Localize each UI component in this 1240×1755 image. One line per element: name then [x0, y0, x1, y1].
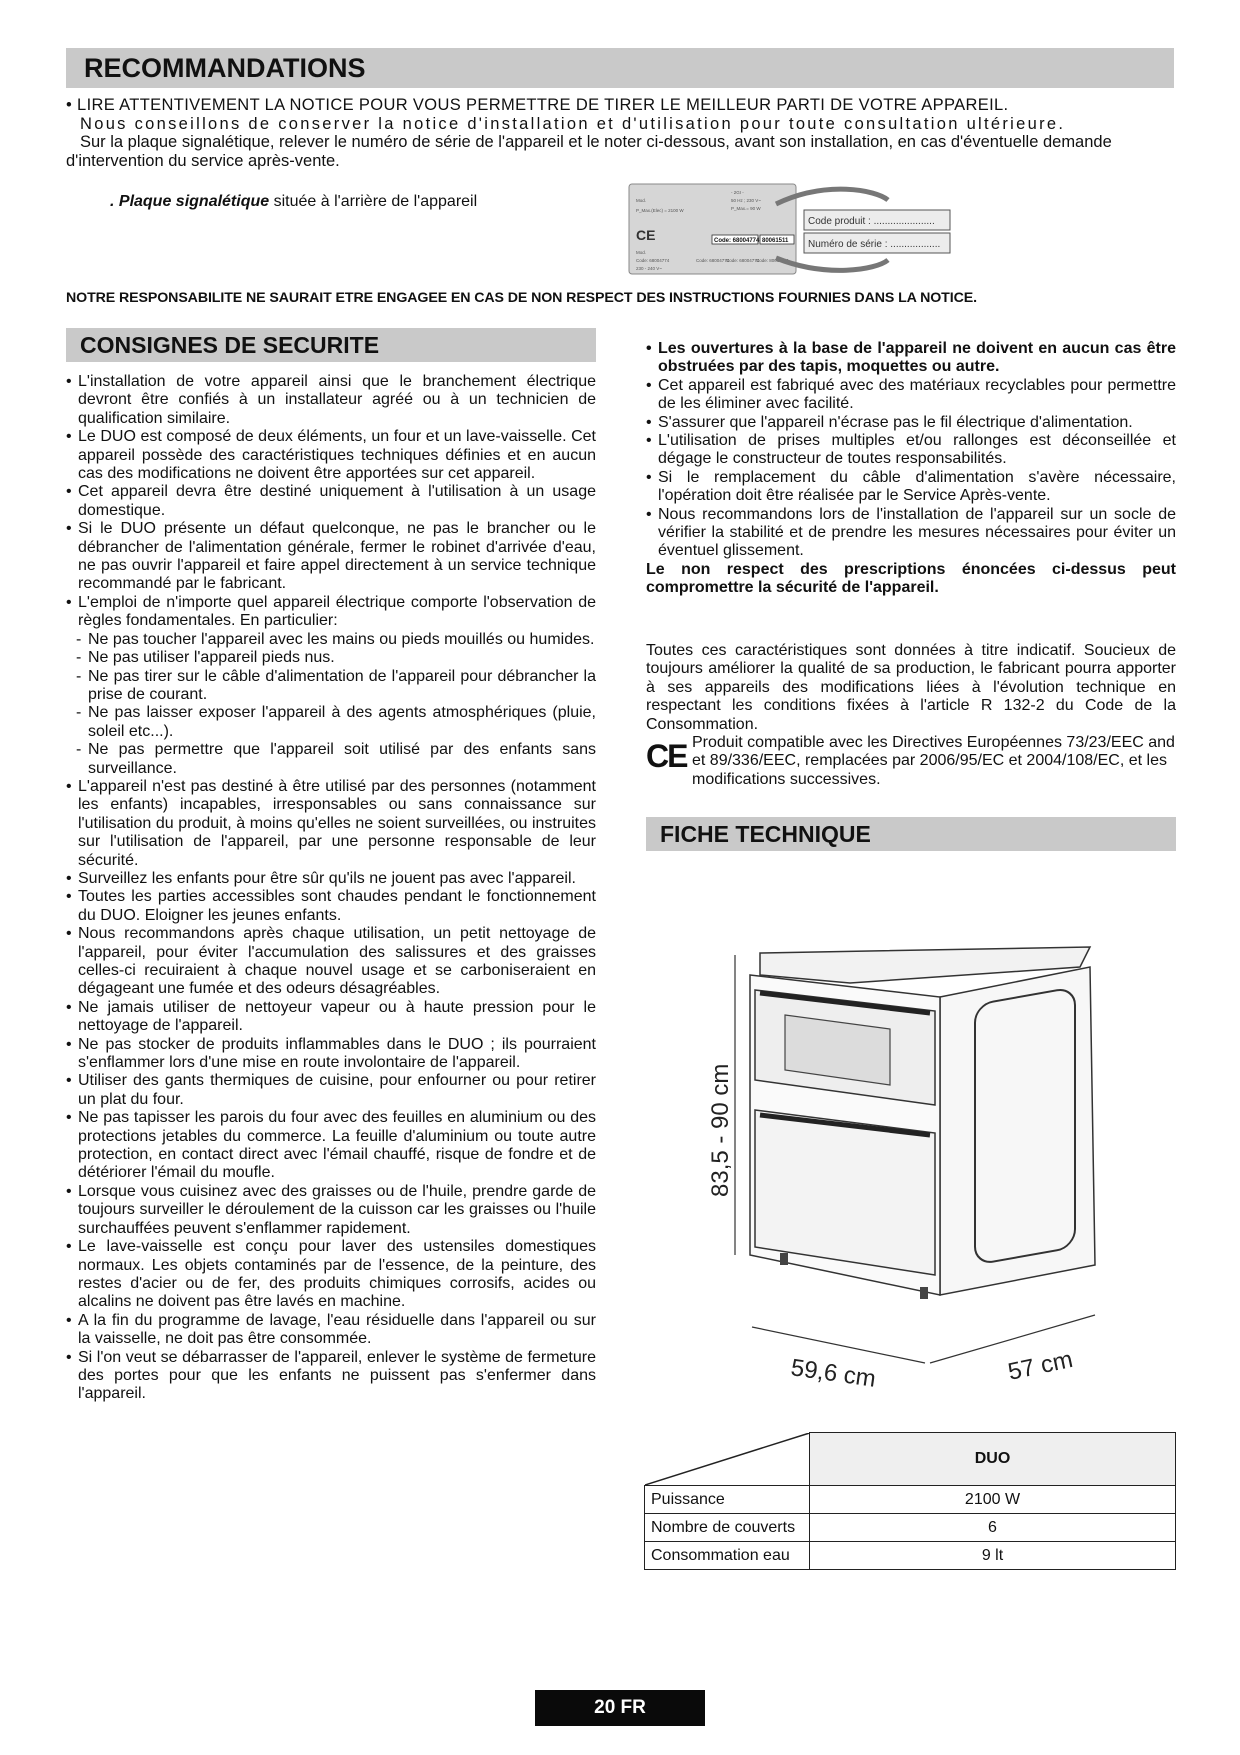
safety-list-left	[66, 373, 596, 1404]
serial-number-label: Numéro de série : ..................	[808, 239, 941, 250]
svg-text:Code: 68004774: Code: 68004774	[726, 258, 760, 263]
code-box-text: Code: 68004774	[714, 238, 760, 244]
list-item: • Cet appareil devra être destiné uniquement à l'utilisation à un usage domestique.	[66, 483, 596, 520]
list-item: • L'utilisation de prises multiples et/ou rallonges est déconseillée et dégage le constructeur de toutes responsabilités.	[646, 432, 1176, 469]
ce-mark-icon: CE	[646, 738, 687, 775]
safety-right-column	[646, 340, 1176, 598]
list-item: • Nous recommandons lors de l'installation de l'appareil sur un socle de vérifier la stabilité et de prendre les mesures nécessaires pour éviter un éventuel glissement.	[646, 506, 1176, 561]
specs-notice	[646, 642, 1176, 789]
code-produit-label: Code produit : ......................	[808, 216, 935, 227]
list-item: • Surveillez les enfants pour être sûr qu'ils ne jouent pas avec l'appareil.	[66, 870, 596, 888]
table-row	[645, 1542, 1176, 1570]
table-row-label: Nombre de couverts	[645, 1514, 810, 1542]
table-corner-cell	[645, 1433, 810, 1486]
sub-list-item: - Ne pas tirer sur le câble d'alimentation de l'appareil pour débrancher la prise de courant.	[66, 668, 596, 705]
width-dimension-label: 59,6 cm	[789, 1354, 878, 1393]
sub-list-item: - Ne pas utiliser l'appareil pieds nus.	[66, 649, 596, 667]
intro-text	[66, 96, 1174, 170]
list-item: • Le lave-vaisselle est conçu pour laver des ustensiles domestiques normaux. Les objets contaminés par de l'essence, de la peinture, des restes d'acier ou de fer, des produits chimiques corrosifs, acides ou alcalins ne doivent pas être lavés en machine.	[66, 1238, 596, 1312]
page-number: 20 FR	[535, 1690, 705, 1726]
table-row	[645, 1486, 1176, 1514]
safety-warning: Le non respect des prescriptions énoncées ci-dessus peut compromettre la sécurité de l'appareil.	[646, 560, 1176, 597]
list-item: • Si le remplacement du câble d'alimentation s'avère nécessaire, l'opération doit être réalisée par le Service Après-vente.	[646, 469, 1176, 506]
list-item: • Cet appareil est fabriqué avec des matériaux recyclables pour permettre de les éliminer avec facilité.	[646, 377, 1176, 414]
svg-text:230 - 240 V~: 230 - 240 V~	[636, 266, 662, 271]
safety-list-right	[646, 340, 1176, 561]
list-item: • L'emploi de n'importe quel appareil électrique comporte l'observation de règles fondamentales. En particulier:	[66, 594, 596, 631]
table-header-row	[645, 1433, 1176, 1486]
svg-text:Mod.: Mod.	[636, 250, 647, 255]
tech-table	[644, 1432, 1176, 1570]
list-item: • Le DUO est composé de deux éléments, un four et un lave-vaisselle. Cet appareil possède des caractéristiques techniques définies et en aucun cas des modifications ne doivent être apportées sur cet appareil.	[66, 428, 596, 483]
intro-line-2: Nous conseillons de conserver la notice d'installation et d'utilisation pour toute consultation ultérieure.	[80, 114, 1066, 133]
list-item: • Utiliser des gants thermiques de cuisine, pour enfourner ou pour retirer un plat du four.	[66, 1072, 596, 1109]
list-item: • A la fin du programme de lavage, l'eau résiduelle dans l'appareil ou sur la vaisselle, ne doit pas être consommée.	[66, 1312, 596, 1349]
table-row-value: 9 lt	[810, 1542, 1176, 1570]
tech-section-title: FICHE TECHNIQUE	[646, 817, 1176, 851]
table-row-label: Puissance	[645, 1486, 810, 1514]
list-item: • Ne jamais utiliser de nettoyeur vapeur ou à haute pression pour le nettoyage de l'appareil.	[66, 999, 596, 1036]
page-title: RECOMMANDATIONS	[66, 48, 1174, 88]
depth-dimension-label: 57 cm	[1005, 1345, 1076, 1386]
plaque-caption	[110, 193, 477, 211]
rating-plate-illustration	[626, 180, 956, 280]
safety-left-column	[66, 373, 596, 1404]
svg-text:P_Max.= 90 W: P_Max.= 90 W	[731, 206, 761, 211]
list-item: • Si le DUO présente un défaut quelconque, ne pas le brancher ou le débrancher de l'alimentation générale, fermer le robinet d'arrivée d'eau, ne pas ouvrir l'appareil et faire appel directement à un service technique recommandé par le fabricant.	[66, 520, 596, 594]
list-item: • Toutes les parties accessibles sont chaudes pendant le fonctionnement du DUO. Eloigner les jeunes enfants.	[66, 888, 596, 925]
responsibility-notice: NOTRE RESPONSABILITE NE SAURAIT ETRE ENGAGEE EN CAS DE NON RESPECT DES INSTRUCTIONS FOURNIES DANS LA NOTICE.	[66, 290, 977, 306]
list-item: • Nous recommandons après chaque utilisation, un petit nettoyage de l'appareil, pour éviter l'accumulation des salissures et des graisses celles-ci recuiraient à chaque nouvel usage et se carboniseraient en dégageant une fumée et des odeurs désagréables.	[66, 925, 596, 999]
ce-compliance	[646, 734, 1176, 789]
svg-text:Code: 80061511: Code: 80061511	[756, 258, 789, 263]
table-row-value: 6	[810, 1514, 1176, 1542]
side-panel	[940, 967, 1095, 1295]
table-row-value: 2100 W	[810, 1486, 1176, 1514]
specs-notice-text: Toutes ces caractéristiques sont données à titre indicatif. Soucieux de toujours améliorer la qualité de sa production, le fabricant pourra apporter à ses appareils des modifications liées à l'évolution technique en respectant les conditions fixées à l'article R 132-2 du Code de la Consommation.	[646, 642, 1176, 733]
svg-text:Code: 68004774: Code: 68004774	[636, 258, 670, 263]
svg-text:Mod.: Mod.	[636, 198, 647, 203]
sub-list-item: - Ne pas toucher l'appareil avec les mains ou pieds mouillés ou humides.	[66, 631, 596, 649]
sub-list-item: - Ne pas permettre que l'appareil soit utilisé par des enfants sans surveillance.	[66, 741, 596, 778]
width-dimension-line	[752, 1327, 925, 1363]
intro-line-3: Sur la plaque signalétique, relever le numéro de série de l'appareil et le noter ci-dessous, avant son installation, en cas d'éventuelle demande d'intervention du service après-vente.	[66, 133, 1112, 170]
plaque-caption-rest: située à l'arrière de l'appareil	[269, 193, 478, 210]
appliance-illustration	[690, 935, 1130, 1395]
height-dimension-label: 83,5 - 90 cm	[707, 1063, 734, 1197]
list-item-bold: • Les ouvertures à la base de l'appareil ne doivent en aucun cas être obstruées par des tapis, moquettes ou autre.	[646, 340, 1176, 377]
list-item: • Lorsque vous cuisinez avec des graisses ou de l'huile, prendre garde de toujours surveiller le déroulement de la cuisson car les graisses ou l'huile surchauffées peuvent s'enflammer rapidement.	[66, 1183, 596, 1238]
list-item: • Si l'on veut se débarrasser de l'appareil, enlever le système de fermeture des portes pour que les enfants ne puissent pas s'enfermer dans l'appareil.	[66, 1349, 596, 1404]
ce-small-icon: CE	[636, 227, 656, 243]
serial-box-text: 80061511	[762, 238, 789, 244]
table-row	[645, 1514, 1176, 1542]
list-item: • Ne pas stocker de produits inflammables dans le DUO ; ils pourraient s'enflammer lors d'une mise en route involontaire de l'appareil.	[66, 1036, 596, 1073]
list-item: • Ne pas tapisser les parois du four avec des feuilles en aluminium ou des protections jetables du commerce. La feuille d'aluminium ou toute autre protection, en contact direct avec l'émail chauffé, risque de fondre et de détériorer l'émail du moufle.	[66, 1109, 596, 1183]
plaque-caption-bold: . Plaque signalétique	[110, 193, 270, 210]
list-item: • L'appareil n'est pas destiné à être utilisé par des personnes (notamment les enfants) incapables, irresponsables ou sans connaissance sur l'utilisation du produit, à moins qu'elles ne soient surveillées, ou instruites sur l'utilisation de l'appareil, par une personne responsable de leur sécurité.	[66, 778, 596, 870]
svg-text:- 2GI -: - 2GI -	[731, 190, 744, 195]
svg-text:Code: 68004774: Code: 68004774	[696, 258, 730, 263]
intro-line-1: • LIRE ATTENTIVEMENT LA NOTICE POUR VOUS PERMETTRE DE TIRER LE MEILLEUR PARTI DE VOTRE APPAREIL.	[66, 96, 1009, 114]
sub-list-item: - Ne pas laisser exposer l'appareil à des agents atmosphériques (pluie, soleil etc...).	[66, 704, 596, 741]
svg-text:P_Max.(Elec) = 2100 W: P_Max.(Elec) = 2100 W	[636, 208, 684, 213]
table-column-header: DUO	[810, 1433, 1176, 1486]
table-row-label: Consommation eau	[645, 1542, 810, 1570]
diagonal-divider	[645, 1433, 810, 1485]
list-item: • L'installation de votre appareil ainsi que le branchement électrique devront être confiés à un installateur agréé ou à un technicien de qualification similaire.	[66, 373, 596, 428]
list-item: • S'assurer que l'appareil n'écrase pas le fil électrique d'alimentation.	[646, 414, 1176, 432]
ce-compliance-text: Produit compatible avec les Directives Européennes 73/23/EEC and et 89/336/EEC, remplacées par 2006/95/EC et 2004/108/EC, et les modifications successives.	[692, 734, 1175, 788]
svg-text:50 Hz ; 230 V~: 50 Hz ; 230 V~	[731, 198, 761, 203]
safety-section-title: CONSIGNES DE SECURITE	[66, 328, 596, 362]
